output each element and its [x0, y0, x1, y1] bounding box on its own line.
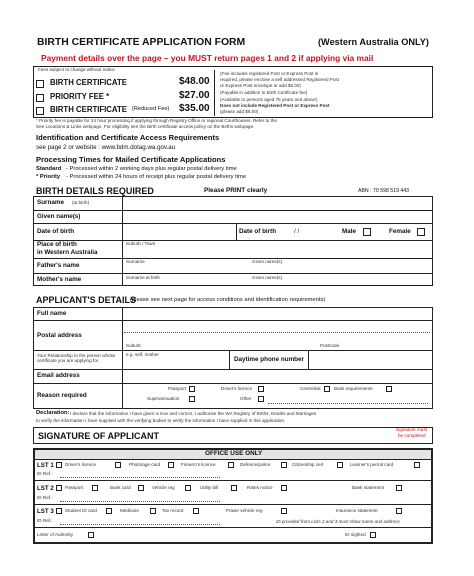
fee-row-label: BIRTH CERTIFICATE [50, 78, 127, 87]
suburb-small-label: Suburb / Town [126, 241, 156, 246]
full-name-label: Full name [37, 310, 67, 317]
postal-field[interactable] [123, 321, 432, 350]
id-type-label: Driver's licence [65, 462, 96, 467]
lst2-checkbox[interactable] [56, 485, 62, 491]
id-checkbox[interactable] [168, 462, 174, 468]
payment-note: Payment details over the page – you MUST return pages 1 and 2 if applying via mail [41, 53, 374, 63]
given-names-label: Given name(s) [37, 213, 81, 220]
mother-label: Mother's name [37, 276, 82, 283]
abn: ABN : 70 598 519 443 [358, 188, 410, 194]
id-note: ID provided from Lists 2 and 3 must show name and address [276, 519, 400, 524]
row-line [35, 504, 431, 505]
id-sighted-checkbox[interactable] [370, 532, 376, 538]
id-type-label: Utility bill [200, 485, 219, 490]
id-type-label: Insurance statement [336, 508, 378, 513]
daytime-phone-field[interactable] [309, 351, 432, 369]
identification-heading: Identification and Certificate Access Requirements [36, 133, 220, 142]
row-line [35, 480, 431, 481]
id-type-label: Learner's permit card [350, 462, 394, 467]
row-line [35, 527, 431, 528]
email-label: Email address [37, 372, 80, 379]
id-checkbox[interactable] [231, 485, 237, 491]
id-checkbox[interactable] [228, 462, 234, 468]
id-type-label: Bank statement [352, 485, 384, 490]
links-note: See Locations & Links webpage. For eligibility see the Birth certificate access policy on the Births webpage. [36, 124, 255, 129]
fee-note-line: required, please enclose a self addressed Registered Post [220, 77, 339, 82]
id-checkbox[interactable] [337, 462, 343, 468]
id-checkbox[interactable] [92, 485, 98, 491]
fee-note-line: Does not include Registered Post or Express Post [220, 103, 330, 108]
id-type-label: Tax record [162, 508, 184, 513]
postcode-label: Postcode [320, 343, 340, 348]
reason-other-field[interactable] [268, 403, 428, 404]
reason-option-label: Superannuation [147, 396, 180, 401]
print-clearly: Please PRINT clearly [204, 187, 268, 194]
id-checkbox[interactable] [193, 508, 199, 514]
full-name-field[interactable] [123, 308, 432, 320]
given-names-field[interactable] [123, 211, 432, 223]
declaration-text-2: to verify the information I have supplied with the verifying bodies to verify the information I have supplied in this application. [36, 418, 286, 423]
processing-heading: Processing Times for Mailed Certificate Applications [36, 155, 226, 164]
reason-option-label: Bank requirements [334, 386, 373, 391]
col-line [236, 223, 237, 240]
mother-field[interactable] [123, 274, 432, 286]
place-label-2: in Western Australia [37, 249, 98, 256]
priority-label: * Priority [36, 174, 61, 180]
fee-row-price: $48.00 [179, 76, 210, 87]
priority-text: - Processed within 24 hours of receipt plus regular postal delivery time [66, 174, 247, 180]
reason-licence-checkbox[interactable] [258, 386, 264, 392]
reason-centrelink-checkbox[interactable] [324, 386, 330, 392]
fee-note-line: (please add $5.00) [220, 109, 259, 114]
mother-given-small: Given name(s) [252, 275, 283, 280]
reason-other-checkbox[interactable] [258, 396, 264, 402]
female-label: Female [389, 228, 411, 235]
dob-field-label: Date of birth [239, 228, 277, 235]
signature-heading: SIGNATURE OF APPLICANT [38, 431, 159, 441]
father-label: Father's name [37, 262, 80, 269]
email-field[interactable] [123, 370, 432, 383]
id-ref-field[interactable] [60, 477, 220, 478]
authority-checkbox[interactable] [88, 532, 94, 538]
fee-row-price: $27.00 [179, 90, 210, 101]
id-ref-label: ID Ref.: [37, 495, 53, 500]
lst3-checkbox[interactable] [56, 508, 62, 514]
applicant-heading-note: (please see next page for access conditions and identification requirements) [130, 297, 326, 303]
applicant-heading: APPLICANT'S DETAILS [36, 295, 136, 305]
id-type-label: Defence/police [240, 462, 271, 467]
id-checkbox[interactable] [396, 485, 402, 491]
id-type-label: Firearm's licence [181, 462, 216, 467]
reason-passport-checkbox[interactable] [189, 386, 195, 392]
surname-sub-label: (at birth) [72, 200, 90, 205]
authority-label: Letter of Authority [37, 532, 74, 537]
id-type-label: Vehicle reg [152, 485, 175, 490]
id-ref-field[interactable] [60, 524, 220, 525]
surname-field[interactable] [123, 197, 432, 210]
row-line [33, 383, 433, 384]
col-line [229, 350, 230, 369]
surname-label: Surname [37, 199, 64, 206]
reason-super-checkbox[interactable] [189, 396, 195, 402]
form-title: BIRTH CERTIFICATE APPLICATION FORM [37, 37, 246, 48]
fee-note-line: (Fee includes registered Post or Express Post is [220, 71, 319, 76]
id-checkbox[interactable] [185, 485, 191, 491]
reason-option-label: Driver's licence [221, 386, 252, 391]
row-line [33, 223, 433, 224]
mother-surname-small: Surname at birth [126, 275, 160, 280]
id-type-label: Citizenship cert [292, 462, 324, 467]
place-label: Place of birth [37, 241, 77, 248]
id-type-label: Power vehicle reg [226, 508, 263, 513]
reason-bank-checkbox[interactable] [386, 386, 392, 392]
identification-line: see page 2 or website : www.bdm.dotag.wa.gov.au [36, 144, 176, 151]
reason-label: Reason required [37, 392, 87, 399]
priority-note: * Priority fee is payable for 24 hour processing if applying through Registry Office or regional Courthouses. Refer to the [36, 118, 277, 123]
id-type-label: Rates notice [247, 485, 273, 490]
id-type-label: Passport [65, 485, 84, 490]
id-checkbox[interactable] [281, 485, 287, 491]
id-type-label: Medicare [120, 508, 139, 513]
fee-note-line: or Express Post envelope or add $5.00) [220, 83, 301, 88]
standard-text: - Processed within 2 working days plus regular postal delivery time [66, 166, 237, 172]
declaration-label: Declaration: [36, 410, 70, 416]
relationship-example: e.g. self, mother [126, 352, 159, 357]
id-ref-label: ID Ref.: [37, 471, 53, 476]
declaration-text: I declare that the information I have given is true and correct. I authorise the WA Registry of Births, Deaths and Marriages [70, 411, 317, 416]
place-field[interactable] [123, 241, 432, 258]
id-checkbox[interactable] [106, 508, 112, 514]
dob-field[interactable] [283, 226, 331, 237]
fee-row-sub: (Reduced Fee) [132, 106, 170, 112]
id-sighted-label: ID sighted [345, 532, 366, 537]
postal-label: Postal address [37, 332, 82, 339]
fee-row-label: BIRTH CERTIFICATE [50, 105, 127, 114]
fee-note-line: (Available to persons aged 75 years and above) [220, 97, 318, 102]
signature-note-2: be completed [398, 433, 426, 438]
birth-certificate-checkbox[interactable] [36, 80, 44, 88]
dob-label: Date of birth [37, 228, 75, 235]
suburb-label: Suburb [126, 343, 141, 348]
male-label: Male [342, 228, 356, 235]
birth-heading: BIRTH DETAILS REQUIRED [36, 186, 154, 196]
id-type-label: Photo/age card [129, 462, 161, 467]
priority-fee-checkbox[interactable] [36, 94, 44, 102]
id-checkbox[interactable] [396, 508, 402, 514]
male-checkbox[interactable] [363, 228, 371, 236]
reason-option-label: Other [240, 396, 252, 401]
father-surname-small: Surname [126, 259, 145, 264]
dob-separator: / / [294, 228, 300, 235]
female-checkbox[interactable] [417, 228, 425, 236]
id-type-label: Student ID card [65, 508, 97, 513]
fees-divider [214, 70, 215, 116]
fee-row-price: $35.00 [179, 103, 210, 114]
id-ref-label: ID Ref.: [37, 518, 53, 523]
id-checkbox[interactable] [138, 485, 144, 491]
standard-label: Standard [36, 166, 62, 172]
fee-row-label: PRIORITY FEE * [50, 92, 110, 101]
id-checkbox[interactable] [281, 508, 287, 514]
fees-notice: Fees subject to change without notice [38, 67, 115, 72]
relationship-label: Your Relationship to the person whose certificate you are applying for [37, 353, 116, 364]
id-type-label: Bank card [110, 485, 131, 490]
lst1-checkbox[interactable] [56, 462, 62, 468]
reason-option-label: Centrelink [300, 386, 321, 391]
form-region: (Western Australia ONLY) [318, 37, 429, 47]
reason-option-label: Passport [168, 386, 187, 391]
father-field[interactable] [123, 259, 432, 273]
lst2-label: LST 2 [37, 485, 54, 492]
id-checkbox[interactable] [414, 462, 420, 468]
office-heading: OFFICE USE ONLY [205, 450, 263, 457]
id-checkbox[interactable] [150, 508, 156, 514]
id-checkbox[interactable] [115, 462, 121, 468]
lst3-label: LST 3 [37, 508, 54, 515]
fee-note-line: (Payable in addition to Birth Certificate fee) [220, 90, 308, 95]
id-checkbox[interactable] [281, 462, 287, 468]
id-ref-field[interactable] [60, 501, 220, 502]
signature-note-1: Signature must [396, 427, 427, 432]
reduced-fee-checkbox[interactable] [36, 107, 44, 115]
relationship-field[interactable] [123, 351, 228, 369]
daytime-phone-label: Daytime phone number [234, 356, 304, 363]
lst1-label: LST 1 [37, 462, 54, 469]
father-given-small: Given name(s) [252, 259, 283, 264]
